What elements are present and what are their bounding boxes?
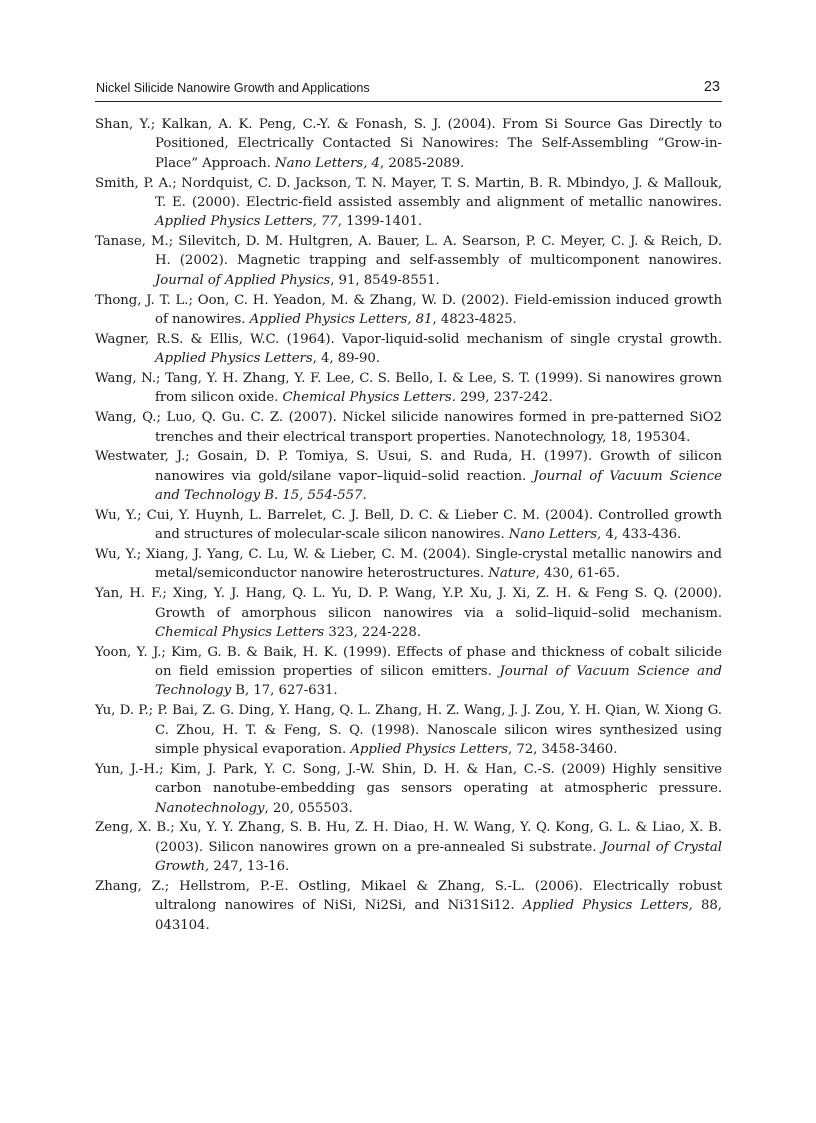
reference-entry (95, 818, 722, 876)
reference-journal: Applied Physics Letters, (522, 898, 693, 914)
reference-journal: Applied Physics Letters, 77 (155, 214, 338, 230)
reference-entry (95, 115, 722, 173)
reference-details: B, 17, 627-631. (231, 683, 338, 699)
reference-text: Tanase, M.; Silevitch, D. M. Hultgren, A. Bauer, L. A. Searson, P. C. Meyer, C. J. & Reich, D. H. (2002). Magnetic trapping and self-assembly of multicomponent nanowires. (95, 234, 722, 269)
reference-list (95, 115, 722, 935)
reference-journal: Journal of Vacuum Science and Technology B. 15, 554-557 (155, 468, 722, 504)
reference-entry (95, 643, 722, 701)
reference-text: Wu, Y.; Cui, Y. Huynh, L. Barrelet, C. J. Bell, D. C. & Lieber C. M. (2004). Controlled growth and structures of molecular-scale silicon nanowires. (95, 507, 722, 543)
reference-journal: Applied Physics Letters (155, 351, 313, 367)
reference-entry (95, 760, 722, 818)
reference-details: 88, 043104. (155, 898, 722, 933)
reference-details: 299, 237-242. (455, 390, 553, 406)
reference-text: Shan, Y.; Kalkan, A. K. Peng, C.-Y. & Fonash, S. J. (2004). From Si Source Gas Directly to Positioned, Electrically Contacted Si Nanowires: The Self-Assembling “Grow-in-Place” Approach. (95, 117, 722, 171)
running-header-title: Nickel Silicide Nanowire Growth and Applications (96, 81, 370, 95)
reference-entry (95, 174, 722, 232)
running-header (95, 79, 722, 102)
reference-journal: Applied Physics Letters, 81 (249, 311, 433, 327)
reference-details: , 4, 89-90. (312, 351, 381, 367)
reference-entry (95, 506, 722, 545)
reference-text: Yan, H. F.; Xing, Y. J. Hang, Q. L. Yu, D. P. Wang, Y.P. Xu, J. Xi, Z. H. & Feng S. Q. (2000). Growth of amorphous silicon nanowires via a solid–liquid–solid mechanism. (95, 586, 722, 621)
reference-journal: Nature (488, 566, 536, 582)
reference-text: Smith, P. A.; Nordquist, C. D. Jackson, T. N. Mayer, T. S. Martin, B. R. Mbindyo, J. & Mallouk, T. E. (2000). Electric-field assisted assembly and alignment of metallic nanowires. (95, 175, 722, 210)
reference-details: 247, 13-16. (209, 859, 290, 875)
reference-text: Wagner, R.S. & Ellis, W.C. (1964). Vapor-liquid-solid mechanism of single crystal growth. (95, 331, 722, 347)
reference-journal: Journal of Crystal Growth, (155, 839, 723, 875)
reference-entry (95, 584, 722, 642)
reference-entry (95, 447, 722, 505)
reference-journal: Nanotechnology (155, 800, 265, 816)
reference-details: , 4823-4825. (432, 311, 517, 327)
reference-details: 323, 224-228. (324, 624, 421, 640)
reference-details: 4, 433-436. (601, 527, 682, 543)
reference-text: Zhang, Z.; Hellstrom, P.-E. Ostling, Mikael & Zhang, S.-L. (2006). Electrically robust ultralong nanowires of NiSi, Ni2Si, and Ni31Si12. (95, 878, 722, 914)
page-number: 23 (703, 79, 720, 95)
reference-details: , 91, 8549-8551. (330, 272, 440, 288)
reference-entry (95, 330, 722, 369)
reference-text: Wu, Y.; Xiang, J. Yang, C. Lu, W. & Lieber, C. M. (2004). Single-crystal metallic nanowirs and metal/semiconductor nanowire heterostructures. (95, 547, 722, 582)
reference-journal: Journal of Vacuum Science and Technology (155, 664, 722, 699)
reference-text: Yu, D. P.; P. Bai, Z. G. Ding, Y. Hang, Q. L. Zhang, H. Z. Wang, J. J. Zou, Y. H. Qian, W. Xiong G. C. Zhou, H. T. & Feng, S. Q. (1998). Nanoscale silicon wires synthesized using simple physical evaporation. (95, 703, 722, 757)
reference-text: Yoon, Y. J.; Kim, G. B. & Baik, H. K. (1999). Effects of phase and thickness of cobalt silicide on field emission properties of silicon emitters. (95, 644, 722, 680)
reference-text: Wang, Q.; Luo, Q. Gu. C. Z. (2007). Nickel silicide nanowires formed in pre-patterned SiO2 trenches and their electrical transport properties. Nanotechnology, 18, 195304. (95, 410, 722, 445)
reference-entry (95, 408, 722, 447)
reference-entry (95, 232, 722, 290)
reference-journal: Applied Physics Letters (350, 742, 508, 757)
reference-text: Thong, J. T. L.; Oon, C. H. Yeadon, M. & Zhang, W. D. (2002). Field-emission induced growth of nanowires. (95, 292, 722, 327)
reference-details: , 1399-1401. (337, 214, 423, 230)
reference-entry (95, 369, 722, 408)
reference-entry (95, 291, 722, 330)
reference-text: Zeng, X. B.; Xu, Y. Y. Zhang, S. B. Hu, Z. H. Diao, H. W. Wang, Y. Q. Kong, G. L. & Liao, X. B. (2003). Silicon nanowires grown on a pre-annealed Si substrate. (95, 820, 722, 855)
reference-details: , 430, 61-65. (535, 566, 620, 582)
reference-details: . (362, 488, 367, 504)
reference-details: , 72, 3458-3460. (507, 742, 618, 757)
reference-text: Yun, J.-H.; Kim, J. Park, Y. C. Song, J.-W. Shin, D. H. & Han, C.-S. (2009) Highly sensitive carbon nanotube-embedding gas sensors operating at atmospheric pressure. (95, 761, 722, 797)
reference-journal: Chemical Physics Letters (155, 624, 325, 640)
reference-entry (95, 701, 722, 759)
reference-entry (95, 877, 722, 935)
reference-journal: Nano Letters, 4 (275, 155, 380, 171)
reference-journal: Chemical Physics Letters. (282, 390, 456, 406)
reference-details: , 2085-2089. (379, 155, 465, 171)
reference-text: Wang, N.; Tang, Y. H. Zhang, Y. F. Lee, C. S. Bello, I. & Lee, S. T. (1999). Si nanowires grown from silicon oxide. (95, 370, 722, 406)
reference-journal: Journal of Applied Physics (155, 272, 331, 288)
reference-entry (95, 545, 722, 584)
reference-journal: Nano Letters, (508, 527, 602, 543)
reference-details: , 20, 055503. (264, 800, 353, 816)
reference-text: Westwater, J.; Gosain, D. P. Tomiya, S. Usui, S. and Ruda, H. (1997). Growth of silicon nanowires via gold/silane vapor–liquid–solid reaction. (95, 449, 722, 484)
